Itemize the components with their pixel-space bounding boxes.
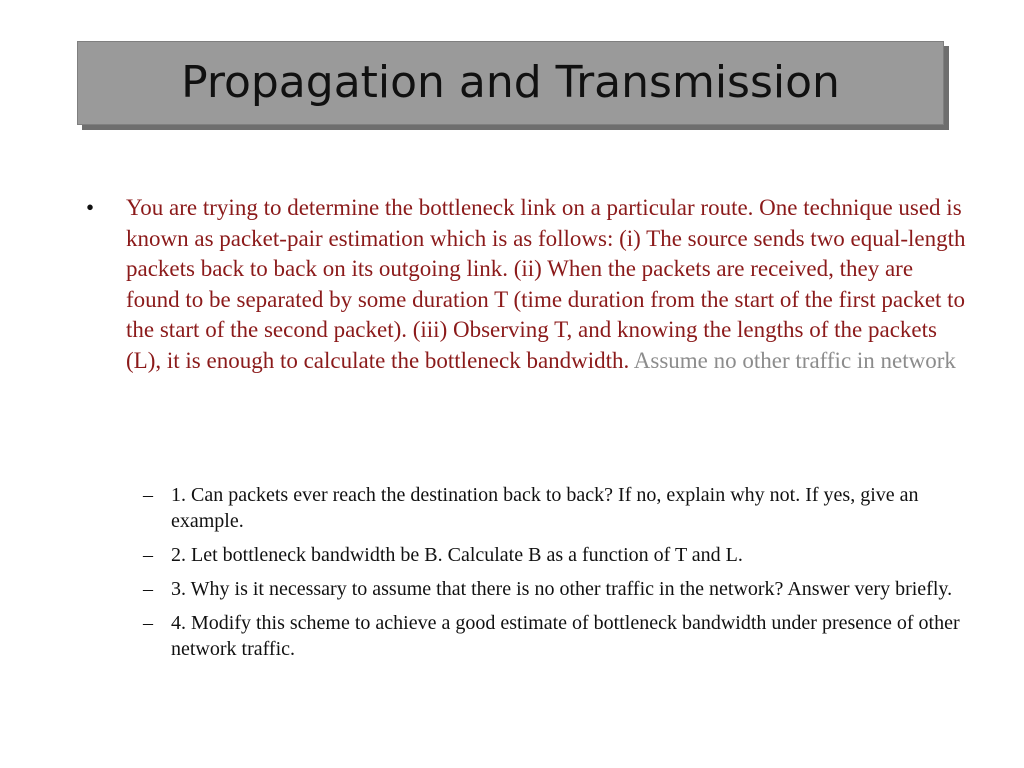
list-item: [143, 542, 973, 568]
question-text: 3. Why is it necessary to assume that there is no other traffic in the network? Answer very briefly.: [171, 578, 953, 600]
dash-icon: –: [143, 484, 153, 506]
list-item: [143, 610, 973, 662]
dash-icon: –: [143, 612, 153, 634]
list-item: [143, 576, 973, 602]
question-list: [143, 482, 973, 670]
page-title: Propagation and Transmission: [181, 57, 840, 108]
question-text: 1. Can packets ever reach the destination back to back? If no, explain why not. If yes, give an example.: [171, 484, 919, 532]
dash-icon: –: [143, 544, 153, 566]
dash-icon: –: [143, 578, 153, 600]
question-text: 4. Modify this scheme to achieve a good estimate of bottleneck bandwidth under presence of other network traffic.: [171, 612, 960, 660]
title-bar: [77, 41, 944, 125]
question-text: 2. Let bottleneck bandwidth be B. Calculate B as a function of T and L.: [171, 544, 743, 566]
bullet-text: [126, 193, 971, 377]
assumption-note: Assume no other traffic in network: [633, 347, 956, 373]
list-item: [143, 482, 973, 534]
bullet-icon: •: [86, 195, 95, 220]
problem-statement: You are trying to determine the bottleneck link on a particular route. One technique used is known as packet-pair estimation which is as follows: (i) The source sends two equal-length packets back to back on its outgoing link. (ii) When the packets are received, they are found to be separated by some duration T (time duration from the start of the first packet to the start of the second packet). (iii) Observing T, and knowing the lengths of the packets (L), it is enough to calculate the bottleneck bandwidth.: [126, 195, 966, 373]
